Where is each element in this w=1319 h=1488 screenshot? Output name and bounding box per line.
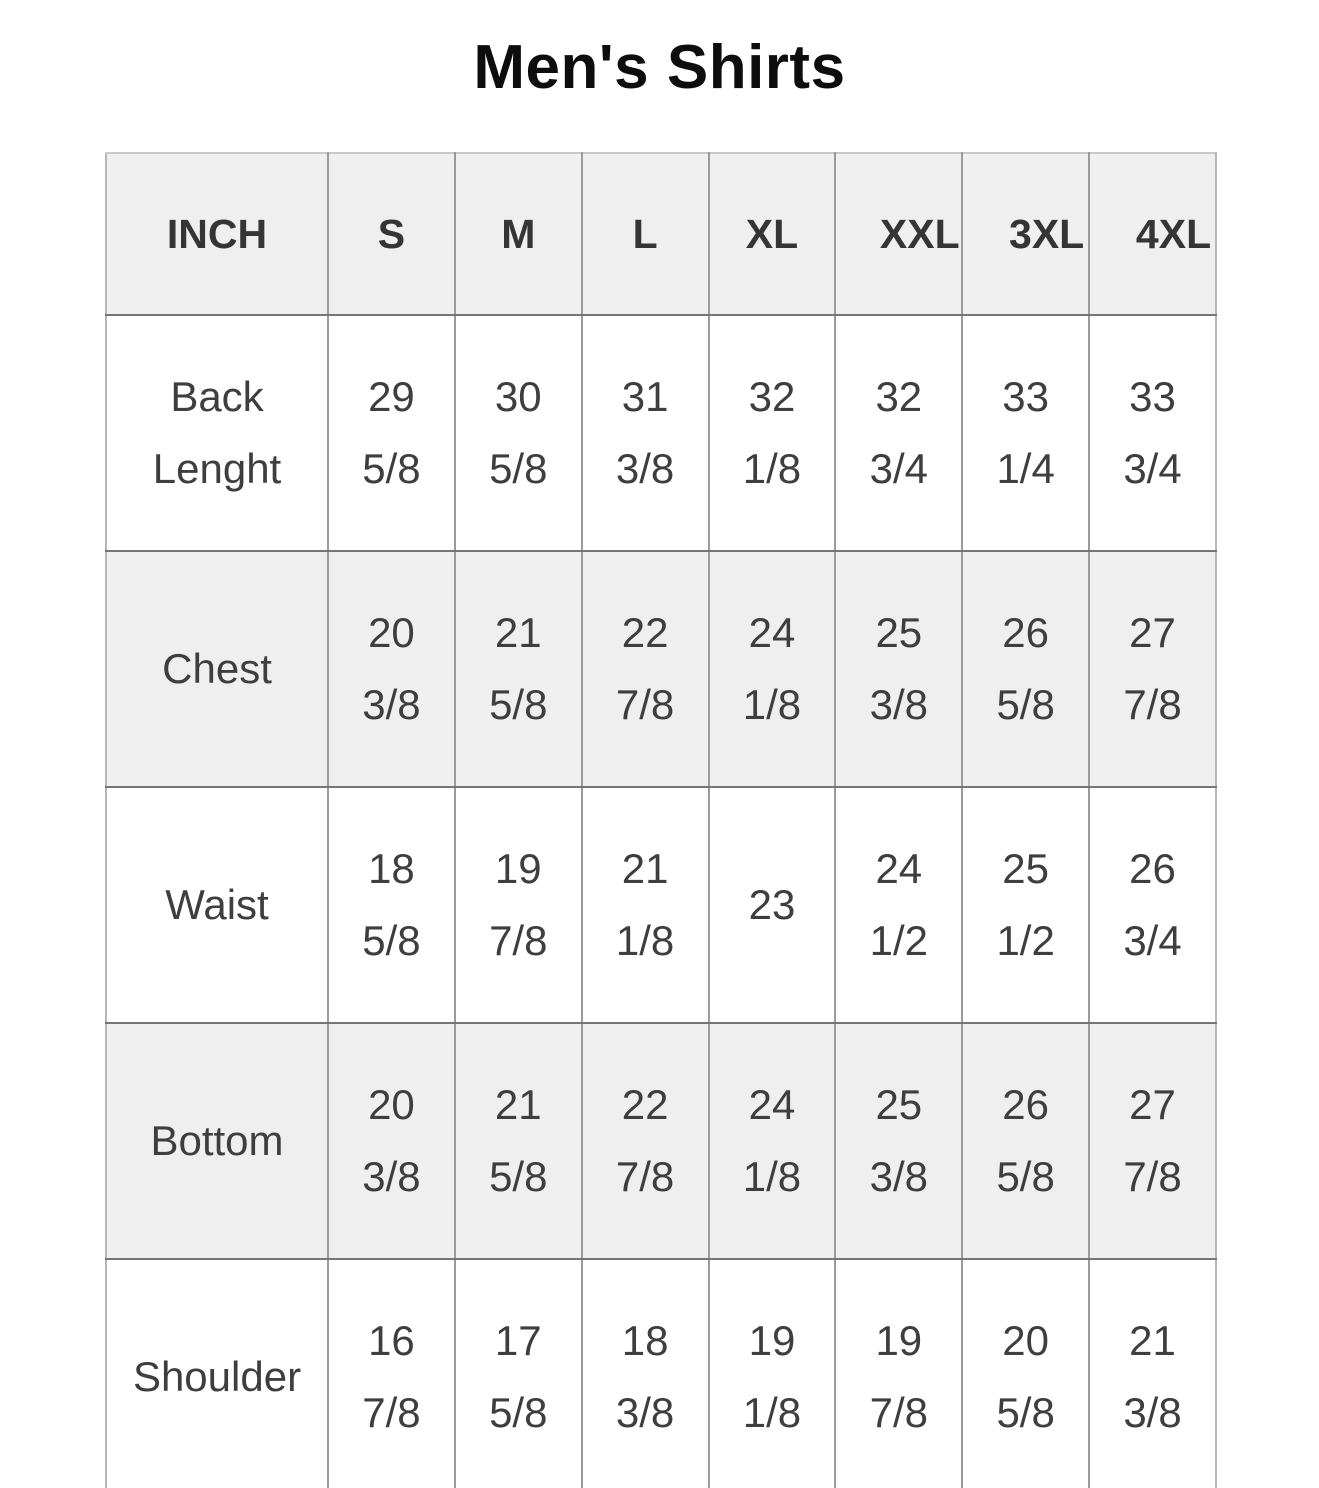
size-cell-shoulder-l <box>582 1259 709 1488</box>
size-cell-bottom-l <box>582 1023 709 1259</box>
cell-line: 24 <box>748 1081 796 1128</box>
cell-line: 1/8 <box>615 917 675 964</box>
cell-line: 21 <box>621 845 669 892</box>
column-header-3xl: 3XL <box>962 153 1089 315</box>
table-row-chest <box>106 551 1216 787</box>
size-cell-back-lenght-s <box>328 315 455 551</box>
cell-line: 5/8 <box>996 1389 1055 1436</box>
cell-line: 31 <box>621 373 669 420</box>
size-cell-chest-l <box>582 551 709 787</box>
size-cell-bottom-3xl <box>962 1023 1089 1259</box>
cell-line: 3/4 <box>869 445 928 492</box>
row-label <box>106 1259 328 1488</box>
cell-line: 33 <box>1002 373 1049 420</box>
size-cell-bottom-xxl <box>835 1023 962 1259</box>
size-cell-waist-l <box>582 787 709 1023</box>
size-cell-back-lenght-3xl <box>962 315 1089 551</box>
cell-line: 30 <box>494 373 542 420</box>
size-cell-shoulder-4xl <box>1089 1259 1216 1488</box>
cell-line: 18 <box>368 845 415 892</box>
cell-line: 7/8 <box>489 917 548 964</box>
page-title: Men's Shirts <box>473 33 846 102</box>
cell-line: 1/8 <box>742 1153 802 1200</box>
size-cell-waist-3xl <box>962 787 1089 1023</box>
cell-line: 5/8 <box>996 681 1055 728</box>
size-cell-waist-m <box>455 787 582 1023</box>
cell-line: 7/8 <box>615 1153 675 1200</box>
row-label <box>106 315 328 551</box>
cell-line: 21 <box>494 609 542 656</box>
size-cell-back-lenght-m <box>455 315 582 551</box>
cell-line: 19 <box>748 1317 796 1364</box>
row-label <box>106 1023 328 1259</box>
column-header-m: M <box>455 153 582 315</box>
cell-line: 3/4 <box>1123 917 1182 964</box>
column-header-xxl: XXL <box>835 153 962 315</box>
cell-line: 3/8 <box>869 1153 928 1200</box>
size-cell-chest-s <box>328 551 455 787</box>
cell-line: 5/8 <box>489 445 548 492</box>
cell-line: 3/8 <box>362 1153 421 1200</box>
cell-line: 3/8 <box>615 1389 675 1436</box>
cell-line: 27 <box>1129 609 1176 656</box>
cell-line: Back <box>170 373 264 420</box>
size-cell-bottom-xl <box>709 1023 836 1259</box>
cell-line: 29 <box>368 373 415 420</box>
size-chart-body <box>106 315 1216 1488</box>
size-cell-shoulder-xxl <box>835 1259 962 1488</box>
cell-line: 23 <box>748 881 796 928</box>
cell-line: 7/8 <box>362 1389 421 1436</box>
cell-line: 5/8 <box>489 681 548 728</box>
cell-line: 16 <box>368 1317 415 1364</box>
size-cell-chest-xxl <box>835 551 962 787</box>
cell-line: 5/8 <box>362 917 421 964</box>
cell-line: 27 <box>1129 1081 1176 1128</box>
cell-line: 25 <box>875 609 923 656</box>
cell-line: 25 <box>1002 845 1049 892</box>
cell-line: 5/8 <box>996 1153 1055 1200</box>
column-header-s: S <box>328 153 455 315</box>
cell-line: 22 <box>621 609 669 656</box>
size-cell-waist-4xl <box>1089 787 1216 1023</box>
cell-line: 3/8 <box>869 681 928 728</box>
cell-line: 7/8 <box>1123 1153 1182 1200</box>
cell-line: 25 <box>875 1081 923 1128</box>
cell-line: 1/2 <box>996 917 1055 964</box>
cell-line: 1/4 <box>996 445 1055 492</box>
cell-line: 26 <box>1002 1081 1049 1128</box>
cell-line: 5/8 <box>489 1153 548 1200</box>
column-header-4xl: 4XL <box>1089 153 1216 315</box>
column-header-l: L <box>582 153 709 315</box>
cell-line: Bottom <box>150 1117 284 1164</box>
size-cell-back-lenght-xxl <box>835 315 962 551</box>
cell-line: 24 <box>875 845 923 892</box>
size-cell-shoulder-xl <box>709 1259 836 1488</box>
cell-line: 19 <box>875 1317 923 1364</box>
cell-line: 1/8 <box>742 681 802 728</box>
size-cell-back-lenght-4xl <box>1089 315 1216 551</box>
cell-line: 7/8 <box>615 681 675 728</box>
size-cell-shoulder-3xl <box>962 1259 1089 1488</box>
cell-line: 19 <box>494 845 542 892</box>
size-cell-waist-xxl <box>835 787 962 1023</box>
cell-line: 20 <box>368 1081 415 1128</box>
cell-line: 22 <box>621 1081 669 1128</box>
cell-line: 5/8 <box>362 445 421 492</box>
cell-line: Shoulder <box>132 1353 302 1400</box>
size-cell-chest-m <box>455 551 582 787</box>
column-header-xl: XL <box>709 153 836 315</box>
cell-line: 32 <box>748 373 796 420</box>
size-cell-back-lenght-l <box>582 315 709 551</box>
size-chart-header <box>106 153 1216 315</box>
cell-line: Chest <box>162 645 272 692</box>
cell-line: 20 <box>1002 1317 1049 1364</box>
size-cell-bottom-m <box>455 1023 582 1259</box>
cell-line: 33 <box>1129 373 1176 420</box>
size-cell-chest-xl <box>709 551 836 787</box>
row-label <box>106 551 328 787</box>
cell-line: 17 <box>494 1317 542 1364</box>
cell-line: 21 <box>494 1081 542 1128</box>
cell-line: 5/8 <box>489 1389 548 1436</box>
cell-line: 3/8 <box>362 681 421 728</box>
cell-line: 1/8 <box>742 445 802 492</box>
cell-line: Lenght <box>152 445 282 492</box>
size-cell-chest-3xl <box>962 551 1089 787</box>
cell-line: 1/8 <box>742 1389 802 1436</box>
cell-line: Waist <box>165 881 269 928</box>
size-cell-back-lenght-xl <box>709 315 836 551</box>
header-row <box>106 153 1216 315</box>
table-row-shoulder <box>106 1259 1216 1488</box>
size-cell-chest-4xl <box>1089 551 1216 787</box>
unit-header: INCH <box>106 153 328 315</box>
cell-line: 26 <box>1129 845 1176 892</box>
size-cell-shoulder-m <box>455 1259 582 1488</box>
cell-line: 26 <box>1002 609 1049 656</box>
row-label <box>106 787 328 1023</box>
table-row-waist <box>106 787 1216 1023</box>
cell-line: 32 <box>875 373 923 420</box>
cell-line: 20 <box>368 609 415 656</box>
size-cell-bottom-s <box>328 1023 455 1259</box>
size-cell-waist-xl <box>709 787 836 1023</box>
cell-line: 7/8 <box>869 1389 928 1436</box>
cell-line: 3/8 <box>615 445 675 492</box>
cell-line: 3/4 <box>1123 445 1182 492</box>
cell-line: 1/2 <box>869 917 928 964</box>
table-row-bottom <box>106 1023 1216 1259</box>
cell-line: 21 <box>1129 1317 1176 1364</box>
size-cell-bottom-4xl <box>1089 1023 1216 1259</box>
size-chart-table <box>105 152 1217 1488</box>
cell-line: 7/8 <box>1123 681 1182 728</box>
cell-line: 3/8 <box>1123 1389 1182 1436</box>
cell-line: 18 <box>621 1317 669 1364</box>
cell-line: 24 <box>748 609 796 656</box>
size-cell-waist-s <box>328 787 455 1023</box>
table-row-back-lenght <box>106 315 1216 551</box>
size-cell-shoulder-s <box>328 1259 455 1488</box>
